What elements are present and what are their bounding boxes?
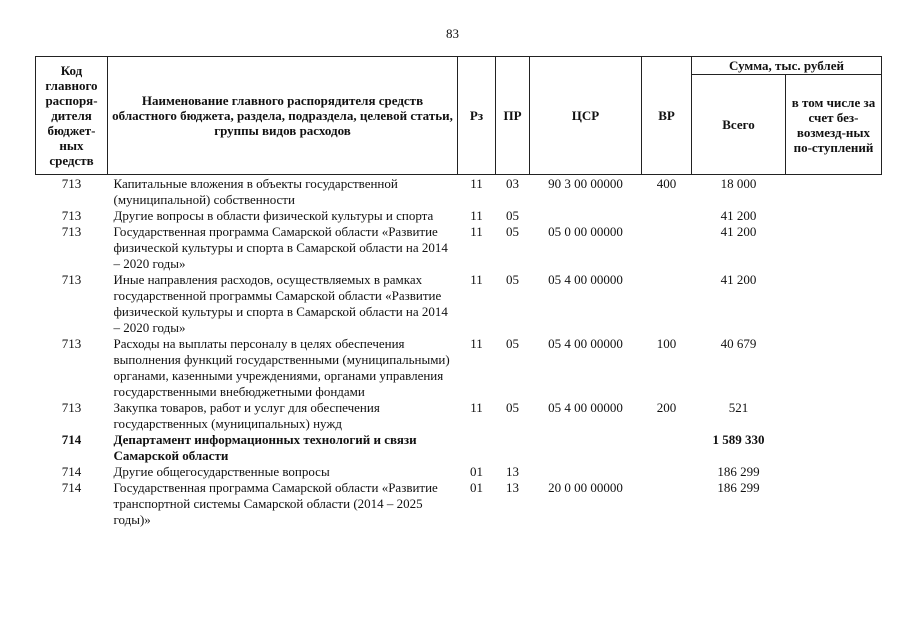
cell-name: Департамент информационных технологий и связи Самарской области — [113, 432, 417, 463]
cell-rz: 11 — [470, 272, 483, 287]
cell-name: Расходы на выплаты персоналу в целях обеспечения выполнения функций государственными (муниципальными) органами, казенными учреждениями, органами управления государственными внебюджетными фондами — [113, 336, 450, 399]
cell-total: 186 299 — [717, 480, 760, 495]
header-csr: ЦСР — [530, 57, 642, 175]
cell-rz: 01 — [470, 464, 483, 479]
cell-code: 713 — [61, 224, 82, 239]
cell-rz: 11 — [470, 224, 483, 239]
cell-name: Государственная программа Самарской области «Развитие транспортной системы Самарской области (2014 – 2025 годы)» — [113, 480, 438, 527]
table-row — [36, 336, 882, 400]
cell-vr — [642, 208, 692, 224]
cell-vr — [642, 464, 692, 480]
cell-incl — [786, 464, 882, 480]
cell-vr: 400 — [656, 176, 677, 191]
table-row — [36, 224, 882, 272]
cell-rz — [458, 432, 496, 464]
budget-table — [35, 56, 882, 528]
header-incl: в том числе за счет без-возмезд-ных по-ступлений — [786, 75, 882, 175]
cell-vr — [642, 224, 692, 272]
header-rz: Рз — [458, 57, 496, 175]
cell-pr: 03 — [506, 176, 519, 191]
cell-code: 714 — [61, 480, 82, 495]
cell-rz: 11 — [470, 208, 483, 223]
table-row — [36, 400, 882, 432]
cell-code: 713 — [61, 272, 82, 287]
cell-pr: 05 — [506, 400, 519, 415]
header-code: Код главного распоря-дителя бюджет-ных средств — [36, 57, 108, 175]
cell-csr: 05 0 00 00000 — [548, 224, 623, 239]
cell-total: 40 679 — [720, 336, 757, 351]
cell-vr — [642, 432, 692, 464]
cell-vr: 100 — [656, 336, 677, 351]
cell-total: 521 — [728, 400, 749, 415]
cell-csr — [530, 432, 642, 464]
table-row — [36, 208, 882, 224]
cell-pr: 05 — [506, 272, 519, 287]
cell-csr: 05 4 00 00000 — [548, 400, 623, 415]
cell-pr: 13 — [506, 464, 519, 479]
cell-total: 186 299 — [717, 464, 760, 479]
cell-csr: 05 4 00 00000 — [548, 336, 623, 351]
cell-total: 41 200 — [720, 224, 757, 239]
header-total: Всего — [692, 75, 786, 175]
table-row — [36, 432, 882, 464]
cell-rz: 01 — [470, 480, 483, 495]
cell-incl — [786, 432, 882, 464]
cell-csr — [530, 208, 642, 224]
cell-code: 713 — [61, 336, 82, 351]
cell-code: 713 — [61, 176, 82, 191]
cell-name: Закупка товаров, работ и услуг для обеспечения государственных (муниципальных) нужд — [113, 400, 380, 431]
table-row — [36, 464, 882, 480]
header-sum: Сумма, тыс. рублей — [692, 57, 882, 75]
cell-code: 714 — [61, 432, 82, 447]
header-pr: ПР — [496, 57, 530, 175]
cell-rz: 11 — [470, 336, 483, 351]
header-name: Наименование главного распорядителя средств областного бюджета, раздела, подраздела, целевой статьи, группы видов расходов — [108, 57, 458, 175]
cell-name: Государственная программа Самарской области «Развитие физической культуры и спорта в Самарской области на 2014 – 2020 годы» — [113, 224, 448, 271]
cell-csr: 20 0 00 00000 — [548, 480, 623, 495]
cell-csr: 05 4 00 00000 — [548, 272, 623, 287]
cell-pr — [496, 432, 530, 464]
header-vr: ВР — [642, 57, 692, 175]
cell-name: Другие общегосударственные вопросы — [113, 464, 330, 479]
cell-incl — [786, 336, 882, 400]
cell-incl — [786, 224, 882, 272]
cell-code: 713 — [61, 208, 82, 223]
cell-pr: 05 — [506, 224, 519, 239]
cell-vr: 200 — [656, 400, 677, 415]
cell-name: Капитальные вложения в объекты государственной (муниципальной) собственности — [113, 176, 398, 207]
cell-pr: 05 — [506, 336, 519, 351]
cell-incl — [786, 400, 882, 432]
cell-incl — [786, 208, 882, 224]
cell-total: 1 589 330 — [712, 432, 765, 447]
table-row — [36, 272, 882, 336]
cell-total: 41 200 — [720, 272, 757, 287]
cell-total: 41 200 — [720, 208, 757, 223]
cell-rz: 11 — [470, 176, 483, 191]
cell-csr — [530, 464, 642, 480]
cell-incl — [786, 272, 882, 336]
cell-pr: 05 — [506, 208, 519, 223]
table-header — [36, 57, 882, 175]
cell-csr: 90 3 00 00000 — [548, 176, 623, 191]
page-number: 83 — [446, 26, 459, 41]
table-body — [36, 175, 882, 529]
table-row — [36, 480, 882, 528]
cell-pr: 13 — [506, 480, 519, 495]
cell-vr — [642, 480, 692, 528]
cell-vr — [642, 272, 692, 336]
cell-total: 18 000 — [720, 176, 757, 191]
cell-code: 713 — [61, 400, 82, 415]
cell-rz: 11 — [470, 400, 483, 415]
cell-incl — [786, 175, 882, 209]
cell-name: Другие вопросы в области физической культуры и спорта — [113, 208, 434, 223]
cell-name: Иные направления расходов, осуществляемых в рамках государственной программы Самарской области «Развитие физической культуры и спорта в Самарской области на 2014 – 2020 годы» — [113, 272, 448, 335]
cell-code: 714 — [61, 464, 82, 479]
table-row — [36, 175, 882, 209]
cell-incl — [786, 480, 882, 528]
